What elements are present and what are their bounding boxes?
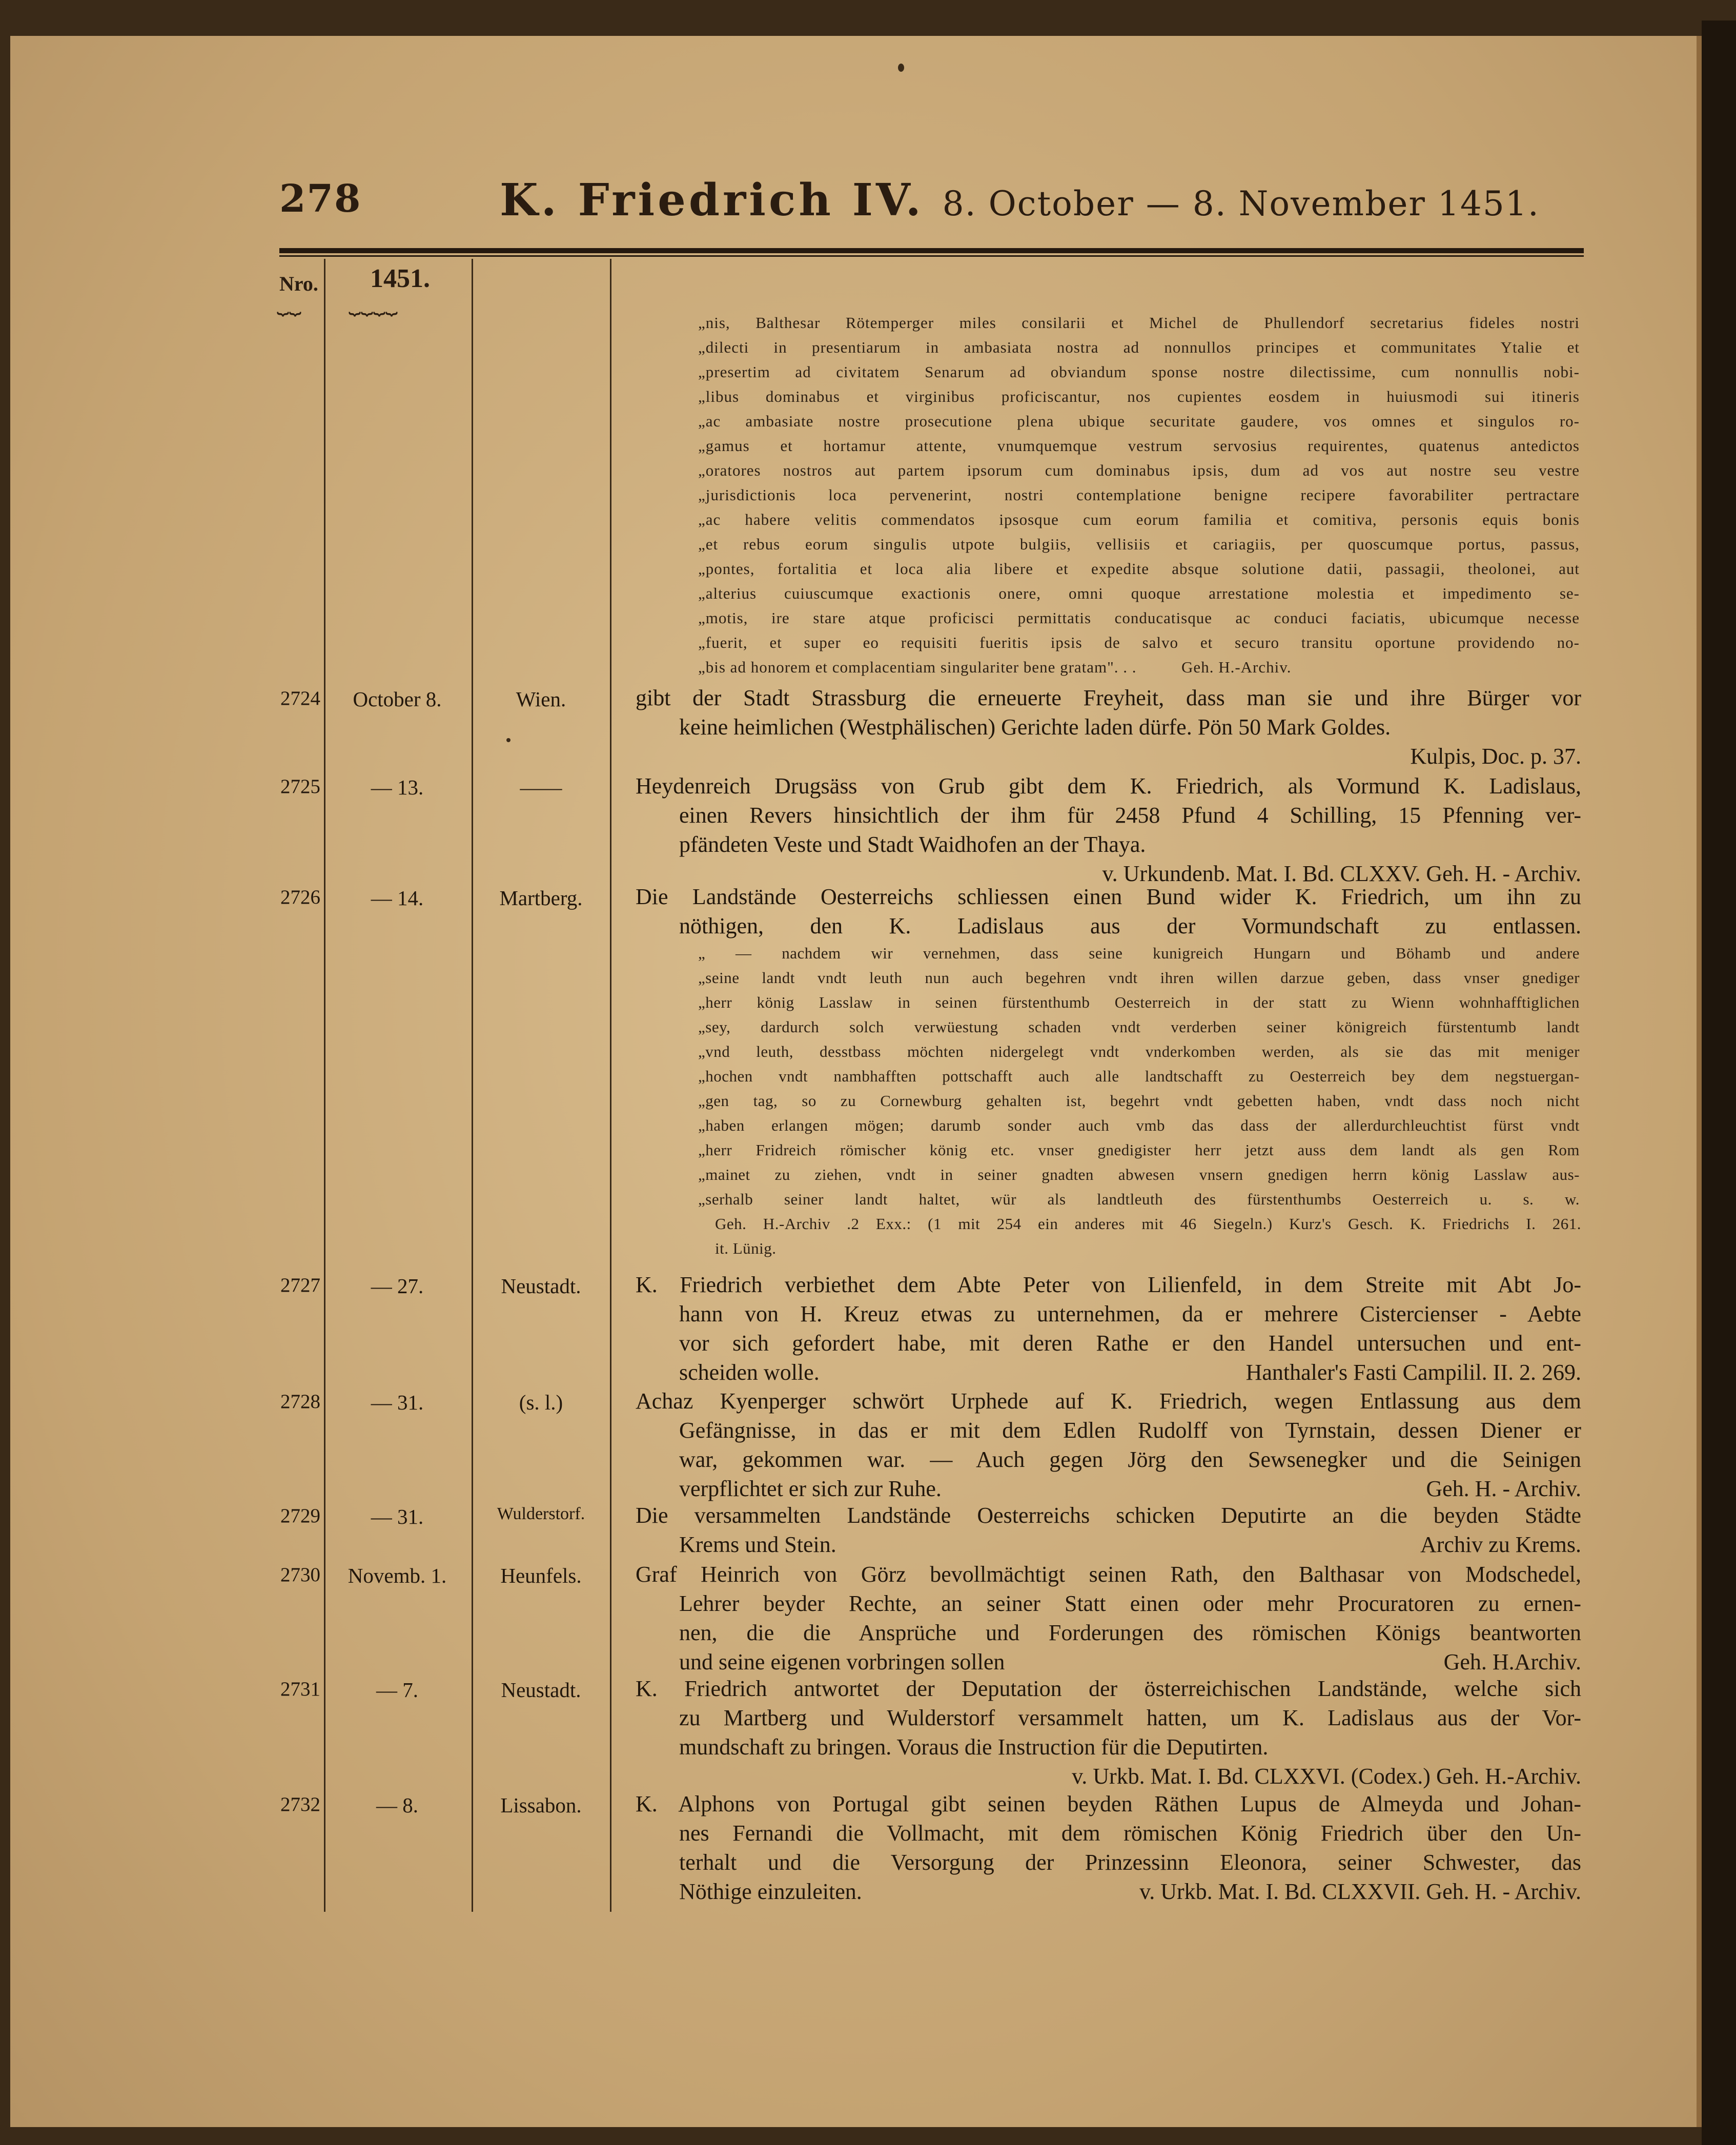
entry-text-line: K. Friedrich verbiethet dem Abte Peter von Lilienfeld, in dem Streite mit Abt Jo- <box>636 1272 1581 1297</box>
quote-line: „herr Fridreich römischer könig etc. vnser gnedigister herr jetzt auss dem landt als gen Rom <box>698 1141 1580 1159</box>
latin-quote-line: „gamus et hortamur attente, vnumquemque vestrum servosius requirentes, quatenus antedictos <box>698 437 1580 455</box>
latin-quote-line: „libus dominabus et virginibus proficiscantur, nos cupientes eosdem in huiusmodi sui itineris <box>698 387 1580 405</box>
entry-number: 2725 <box>280 775 320 798</box>
entry-text-line: terhalt und die Versorgung der Prinzessinn Eleonora, seiner Schwester, das <box>679 1850 1581 1875</box>
entry-text-line: hann von H. Kreuz etwas zu unternehmen, da er mehrere Cistercienser - Aebte <box>679 1301 1581 1326</box>
column-header-year: 1451. <box>370 264 430 293</box>
entry-date: — 14. <box>371 886 424 910</box>
entry-place: —— <box>520 775 562 799</box>
latin-quote-line: „nis, Balthesar Rötemperger miles consilarii et Michel de Phullendorf secretarius fideles nostri <box>698 314 1580 332</box>
entry-text-line: Die versammelten Landstände Oesterreichs schicken Deputirte an die beyden Städte <box>636 1503 1581 1528</box>
entry-number: 2729 <box>280 1505 320 1527</box>
entry-text-line: Graf Heinrich von Görz bevollmächtigt seinen Rath, den Balthasar von Modschedel, <box>636 1562 1581 1587</box>
entry-source: it. Lünig. <box>715 1239 777 1257</box>
entry-text-line: Heydenreich Drugsäss von Grub gibt dem K. Friedrich, als Vormund K. Ladislaus, <box>636 773 1581 799</box>
entry-place: Martberg. <box>499 886 583 910</box>
entry-place: Neustadt. <box>501 1678 581 1702</box>
entry-text-line: einen Revers hinsichtlich der ihm für 2458 Pfund 4 Schilling, 15 Pfenning ver- <box>679 803 1581 828</box>
header-rule-thick <box>279 248 1584 253</box>
entry-text-line: pfändeten Veste und Stadt Waidhofen an der Thaya. <box>679 832 1146 857</box>
quote-line: „serhalb seiner landt haltet, wür als landtleuth des fürstenthumbs Oesterreich u. s. w. <box>698 1190 1580 1208</box>
entry-text-line: nes Fernandi die Vollmacht, mit dem römischen König Friedrich über den Un- <box>679 1821 1581 1846</box>
latin-quote-line: „et rebus eorum singulis utpote bulgiis, vellisiis et cariagiis, per quoscumque portus, passus, <box>698 535 1580 553</box>
entry-text-line: vor sich gefordert habe, mit deren Rathe er den Handel untersuchen und ent- <box>679 1331 1581 1356</box>
entry-text-line: Krems und Stein. <box>679 1532 836 1557</box>
foxing-spot <box>898 64 904 72</box>
entry-number: 2726 <box>280 886 320 908</box>
entry-text-line: K. Alphons von Portugal gibt seinen beyden Räthen Lupus de Almeyda und Johan- <box>636 1791 1581 1816</box>
entry-text-line: keine heimlichen (Westphälischen) Gerichte laden dürfe. Pön 50 Mark Goldes. <box>679 714 1391 740</box>
quote-line: „gen tag, so zu Cornewburg gehalten ist, begehrt vndt gebetten haben, vndt dass noch nicht <box>698 1092 1580 1110</box>
entry-source: Archiv zu Krems. <box>1420 1532 1581 1557</box>
entry-number: 2730 <box>280 1564 320 1586</box>
entry-text-line: Lehrer beyder Rechte, an seiner Statt einen oder mehr Procuratoren zu ernen- <box>679 1591 1581 1616</box>
entry-text-line: war, gekommen war. — Auch gegen Jörg den Sewsenegker und die Seinigen <box>679 1447 1581 1472</box>
latin-quote-line: „motis, ire stare atque proficisci permittatis conducatisque ac conduci faciatis, ubicumque necesse <box>698 609 1580 627</box>
quote-line: „hochen vndt nambhafften pottschafft auch alle landtschafft zu Oesterreich bey dem negstuergan- <box>698 1067 1580 1085</box>
latin-quote-line: „pontes, fortalitia et loca alia libere et expedite absque solutione datii, passagii, theolonei, aut <box>698 560 1580 578</box>
column-divider-3 <box>610 259 611 1912</box>
latin-quote-line: „ac ambasiate nostre prosecutione plena ubique securitate gaudere, vos omnes et singulos ro- <box>698 412 1580 430</box>
entry-number: 2727 <box>280 1274 320 1296</box>
entry-source: v. Urkb. Mat. I. Bd. CLXXVI. (Codex.) Geh. H.-Archiv. <box>1072 1764 1581 1789</box>
entry-date: — 31. <box>371 1505 424 1528</box>
entry-date: — 13. <box>371 775 424 799</box>
entry-date: — 27. <box>371 1274 424 1298</box>
page-number: 278 <box>279 177 362 221</box>
entry-text-line: scheiden wolle. <box>679 1360 820 1385</box>
entry-date: October 8. <box>353 687 442 711</box>
column-header-nro: Nro. <box>279 272 318 295</box>
entry-text-line: K. Friedrich antwortet der Deputation der österreichischen Landstände, welche sich <box>636 1676 1581 1701</box>
entry-text-line: Achaz Kyenperger schwört Urphede auf K. Friedrich, wegen Entlassung aus dem <box>636 1388 1581 1414</box>
quote-line: „seine landt vndt leuth nun auch begehren vndt ihren willen darzue geben, dass vnser gnediger <box>698 969 1580 987</box>
column-divider-1 <box>324 259 325 1912</box>
entry-text-line: nöthigen, den K. Ladislaus aus der Vormundschaft zu entlassen. <box>679 913 1581 938</box>
entry-date: — 7. <box>376 1678 418 1702</box>
column-divider-2 <box>472 259 473 1912</box>
latin-quote-line: „fuerit, et super eo requisiti fueritis ipsis de salvo et securo transitu oportune providendo no- <box>698 634 1580 651</box>
entry-place: Heunfels. <box>500 1564 582 1587</box>
entry-number: 2732 <box>280 1793 320 1815</box>
entry-text-line: Nöthige einzuleiten. <box>679 1879 862 1904</box>
entry-text-line: und seine eigenen vorbringen sollen <box>679 1649 1005 1674</box>
latin-quote-line: „presertim ad civitatem Senarum ad obviandum sponse nostre dilectissime, cum nonnullis nobi- <box>698 363 1580 381</box>
entry-text-line: nen, die die Ansprüche und Forderungen des römischen Königs beantworten <box>679 1620 1581 1645</box>
entry-place: Wien. <box>516 687 566 711</box>
entry-text-line: Die Landstände Oesterreichs schliessen einen Bund wider K. Friedrich, um ihn zu <box>636 884 1581 909</box>
foxing-spot <box>506 738 510 742</box>
entry-number: 2728 <box>280 1391 320 1413</box>
quote-line: „sey, dardurch solch verwüestung schaden vndt verderben seiner königreich fürstentumb landt <box>698 1018 1580 1036</box>
entry-place: Neustadt. <box>501 1274 581 1298</box>
binding-gutter <box>1702 21 1736 2145</box>
latin-quote-line: „bis ad honorem et complacentiam singulariter bene gratam". . . Geh. H.-Archiv. <box>698 658 1292 676</box>
entry-place: Wulderstorf. <box>497 1504 585 1523</box>
title-dates: 8. October — 8. November 1451. <box>942 184 1540 223</box>
entry-source: Geh. H.Archiv. <box>1443 1649 1581 1674</box>
title-main: K. Friedrich IV. <box>500 174 924 226</box>
entry-date: — 8. <box>376 1793 418 1817</box>
latin-quote-line: „alterius cuiuscumque exactionis onere, omni quoque arrestatione molestia et impedimento se- <box>698 584 1580 602</box>
brace-nro: ⏟⏟ <box>277 292 301 315</box>
entry-text-line: gibt der Stadt Strassburg die erneuerte Freyheit, dass man sie und ihre Bürger vor <box>636 685 1581 710</box>
entry-text-line: Gefängnisse, in das er mit dem Edlen Rudolff von Tyrnstain, dessen Diener er <box>679 1418 1581 1443</box>
entry-number: 2731 <box>280 1678 320 1700</box>
entry-number: 2724 <box>280 687 320 709</box>
latin-quote-line: „oratores nostros aut partem ipsorum cum dominabus ipsis, dum ad vos aut nostre seu vestre <box>698 461 1580 479</box>
quote-line: „mainet zu ziehen, vndt in seiner gnadten abwesen vnsern gnedigen herrn könig Lasslaw aus- <box>698 1166 1580 1183</box>
latin-quote-line: „ac habere velitis commendatos ipsosque cum eorum familia et comitiva, personis equis bonis <box>698 510 1580 528</box>
quote-line: „haben erlangen mögen; darumb sonder auch vmb das dass der allerdurchleuchtist fürst vndt <box>698 1116 1580 1134</box>
entry-date: Novemb. 1. <box>348 1564 447 1587</box>
brace-year: ⏟⏟⏟⏟ <box>349 292 398 315</box>
latin-quote-line: „jurisdictionis loca pervenerint, nostri contemplatione benigne recipere favorabiliter pertractare <box>698 486 1580 504</box>
entry-date: — 31. <box>371 1391 424 1414</box>
entry-text-line: mundschaft zu bringen. Voraus die Instruction für die Deputirten. <box>679 1734 1269 1760</box>
quote-line: „vnd leuth, desstbass möchten nidergelegt vndt vnderkomben werden, als sie das mit meniger <box>698 1043 1580 1060</box>
entry-place: Lissabon. <box>500 1793 582 1817</box>
latin-quote-line: „dilecti in presentiarum in ambasiata nostra ad nonnullos principes et communitates Ytalie et <box>698 338 1580 356</box>
entry-source: Geh. H.-Archiv .2 Exx.: (1 mit 254 ein anderes mit 46 Siegeln.) Kurz's Gesch. K. Friedrichs I. 261. <box>715 1215 1581 1233</box>
header-rule-thin <box>279 255 1584 257</box>
entry-source: v. Urkundenb. Mat. I. Bd. CLXXV. Geh. H. - Archiv. <box>1102 861 1581 886</box>
quote-line: „herr könig Lasslaw in seinen fürstenthumb Oesterreich in der statt zu Wienn wohnhafftiglichen <box>698 993 1580 1011</box>
page-title <box>500 174 1540 226</box>
entry-source: Geh. H. - Archiv. <box>1426 1476 1581 1501</box>
entry-text-line: verpflichtet er sich zur Ruhe. <box>679 1476 942 1501</box>
entry-text-line: zu Martberg und Wulderstorf versammelt hatten, um K. Ladislaus aus der Vor- <box>679 1705 1581 1730</box>
entry-source: Hanthaler's Fasti Campilil. II. 2. 269. <box>1245 1360 1581 1385</box>
entry-source: v. Urkb. Mat. I. Bd. CLXXVII. Geh. H. - Archiv. <box>1139 1879 1581 1904</box>
quote-line: „ — nachdem wir vernehmen, dass seine kunigreich Hungarn und Böhamb und andere <box>698 944 1580 962</box>
entry-source: Kulpis, Doc. p. 37. <box>1410 744 1581 769</box>
entry-place: (s. l.) <box>519 1391 563 1414</box>
